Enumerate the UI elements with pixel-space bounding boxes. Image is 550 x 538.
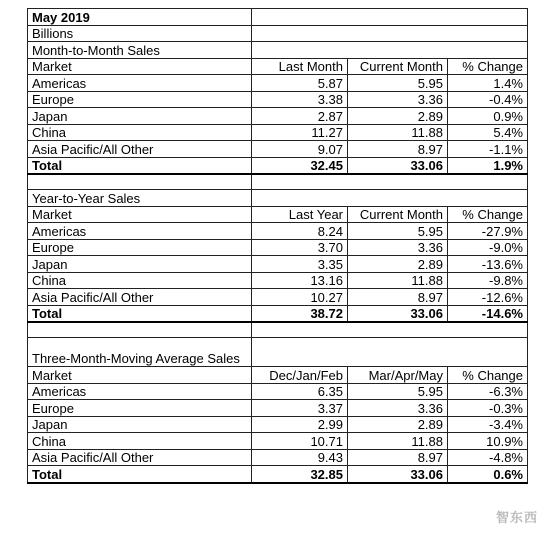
units-spacer bbox=[252, 25, 528, 42]
column-header: % Change bbox=[448, 58, 528, 75]
market-cell: Asia Pacific/All Other bbox=[28, 289, 252, 306]
table-row bbox=[28, 449, 528, 466]
column-header: Last Year bbox=[252, 206, 348, 223]
section-heading: Year-to-Year Sales bbox=[28, 190, 252, 207]
total-label: Total bbox=[28, 466, 252, 483]
value-cell: 11.88 bbox=[348, 433, 448, 450]
total-value: 38.72 bbox=[252, 305, 348, 322]
heading-spacer bbox=[252, 190, 528, 207]
section-heading: Month-to-Month Sales bbox=[28, 42, 252, 59]
column-header-row bbox=[28, 206, 528, 223]
column-header-row bbox=[28, 367, 528, 384]
value-cell: -9.8% bbox=[448, 272, 528, 289]
value-cell: 9.07 bbox=[252, 141, 348, 158]
market-cell: Japan bbox=[28, 416, 252, 433]
table-row bbox=[28, 124, 528, 141]
value-cell: -4.8% bbox=[448, 449, 528, 466]
column-header: Last Month bbox=[252, 58, 348, 75]
column-header: Market bbox=[28, 206, 252, 223]
value-cell: -0.3% bbox=[448, 400, 528, 417]
total-label: Total bbox=[28, 157, 252, 174]
value-cell: 5.4% bbox=[448, 124, 528, 141]
value-cell: 2.99 bbox=[252, 416, 348, 433]
column-header: % Change bbox=[448, 367, 528, 384]
total-value: 32.45 bbox=[252, 157, 348, 174]
table-row bbox=[28, 272, 528, 289]
value-cell: 5.87 bbox=[252, 75, 348, 92]
column-header: Dec/Jan/Feb bbox=[252, 367, 348, 384]
section-heading-row bbox=[28, 42, 528, 59]
table-row bbox=[28, 223, 528, 240]
value-cell: -3.4% bbox=[448, 416, 528, 433]
value-cell: -1.1% bbox=[448, 141, 528, 158]
column-header: % Change bbox=[448, 206, 528, 223]
sales-table bbox=[27, 8, 528, 484]
total-row bbox=[28, 157, 528, 174]
table-row bbox=[28, 289, 528, 306]
table-row bbox=[28, 141, 528, 158]
value-cell: 11.88 bbox=[348, 124, 448, 141]
column-header: Market bbox=[28, 367, 252, 384]
table-row bbox=[28, 75, 528, 92]
watermark-logo: 智东西 bbox=[495, 510, 538, 525]
value-cell: 2.89 bbox=[348, 108, 448, 125]
total-value: 0.6% bbox=[448, 466, 528, 483]
value-cell: 5.95 bbox=[348, 223, 448, 240]
market-cell: China bbox=[28, 124, 252, 141]
market-cell: Americas bbox=[28, 223, 252, 240]
value-cell: 5.95 bbox=[348, 75, 448, 92]
section-heading-row bbox=[28, 190, 528, 207]
column-header: Current Month bbox=[348, 206, 448, 223]
units-label: Billions bbox=[28, 25, 252, 42]
heading-spacer bbox=[252, 338, 528, 367]
section-heading: Three-Month-Moving Average Sales bbox=[28, 338, 252, 367]
table-row bbox=[28, 108, 528, 125]
value-cell: 9.43 bbox=[252, 449, 348, 466]
table-row bbox=[28, 383, 528, 400]
column-header-row bbox=[28, 58, 528, 75]
market-cell: Europe bbox=[28, 400, 252, 417]
value-cell: 3.37 bbox=[252, 400, 348, 417]
blank-cell bbox=[252, 322, 528, 338]
market-cell: Asia Pacific/All Other bbox=[28, 449, 252, 466]
market-cell: Japan bbox=[28, 108, 252, 125]
total-row bbox=[28, 466, 528, 483]
total-value: 33.06 bbox=[348, 466, 448, 483]
column-header: Current Month bbox=[348, 58, 448, 75]
value-cell: 3.36 bbox=[348, 91, 448, 108]
column-header: Mar/Apr/May bbox=[348, 367, 448, 384]
table-row bbox=[28, 91, 528, 108]
table-row bbox=[28, 256, 528, 273]
value-cell: 2.89 bbox=[348, 256, 448, 273]
value-cell: 8.97 bbox=[348, 289, 448, 306]
value-cell: -13.6% bbox=[448, 256, 528, 273]
table-row bbox=[28, 400, 528, 417]
heading-spacer bbox=[252, 42, 528, 59]
market-cell: Europe bbox=[28, 239, 252, 256]
total-value: 32.85 bbox=[252, 466, 348, 483]
value-cell: -12.6% bbox=[448, 289, 528, 306]
blank-row bbox=[28, 322, 528, 338]
value-cell: 2.89 bbox=[348, 416, 448, 433]
value-cell: 1.4% bbox=[448, 75, 528, 92]
table-row bbox=[28, 239, 528, 256]
column-header: Market bbox=[28, 58, 252, 75]
value-cell: 3.70 bbox=[252, 239, 348, 256]
blank-cell bbox=[252, 174, 528, 190]
blank-row bbox=[28, 174, 528, 190]
section-heading-row bbox=[28, 338, 528, 367]
total-value: 33.06 bbox=[348, 305, 448, 322]
value-cell: -6.3% bbox=[448, 383, 528, 400]
market-cell: Asia Pacific/All Other bbox=[28, 141, 252, 158]
title-row bbox=[28, 9, 528, 26]
value-cell: 3.35 bbox=[252, 256, 348, 273]
value-cell: 3.36 bbox=[348, 239, 448, 256]
value-cell: -27.9% bbox=[448, 223, 528, 240]
value-cell: 10.9% bbox=[448, 433, 528, 450]
blank-cell bbox=[28, 174, 252, 190]
value-cell: 10.27 bbox=[252, 289, 348, 306]
market-cell: China bbox=[28, 272, 252, 289]
blank-cell bbox=[28, 322, 252, 338]
value-cell: 8.24 bbox=[252, 223, 348, 240]
report-title: May 2019 bbox=[28, 9, 252, 26]
value-cell: 3.36 bbox=[348, 400, 448, 417]
value-cell: 11.88 bbox=[348, 272, 448, 289]
market-cell: Americas bbox=[28, 383, 252, 400]
value-cell: 0.9% bbox=[448, 108, 528, 125]
title-spacer bbox=[252, 9, 528, 26]
total-value: 33.06 bbox=[348, 157, 448, 174]
market-cell: Europe bbox=[28, 91, 252, 108]
value-cell: -0.4% bbox=[448, 91, 528, 108]
total-value: -14.6% bbox=[448, 305, 528, 322]
value-cell: 5.95 bbox=[348, 383, 448, 400]
market-cell: Japan bbox=[28, 256, 252, 273]
market-cell: China bbox=[28, 433, 252, 450]
value-cell: -9.0% bbox=[448, 239, 528, 256]
value-cell: 3.38 bbox=[252, 91, 348, 108]
table-row bbox=[28, 433, 528, 450]
value-cell: 13.16 bbox=[252, 272, 348, 289]
value-cell: 6.35 bbox=[252, 383, 348, 400]
value-cell: 8.97 bbox=[348, 141, 448, 158]
value-cell: 10.71 bbox=[252, 433, 348, 450]
total-value: 1.9% bbox=[448, 157, 528, 174]
total-row bbox=[28, 305, 528, 322]
value-cell: 2.87 bbox=[252, 108, 348, 125]
table-row bbox=[28, 416, 528, 433]
market-cell: Americas bbox=[28, 75, 252, 92]
value-cell: 8.97 bbox=[348, 449, 448, 466]
units-row bbox=[28, 25, 528, 42]
value-cell: 11.27 bbox=[252, 124, 348, 141]
total-label: Total bbox=[28, 305, 252, 322]
